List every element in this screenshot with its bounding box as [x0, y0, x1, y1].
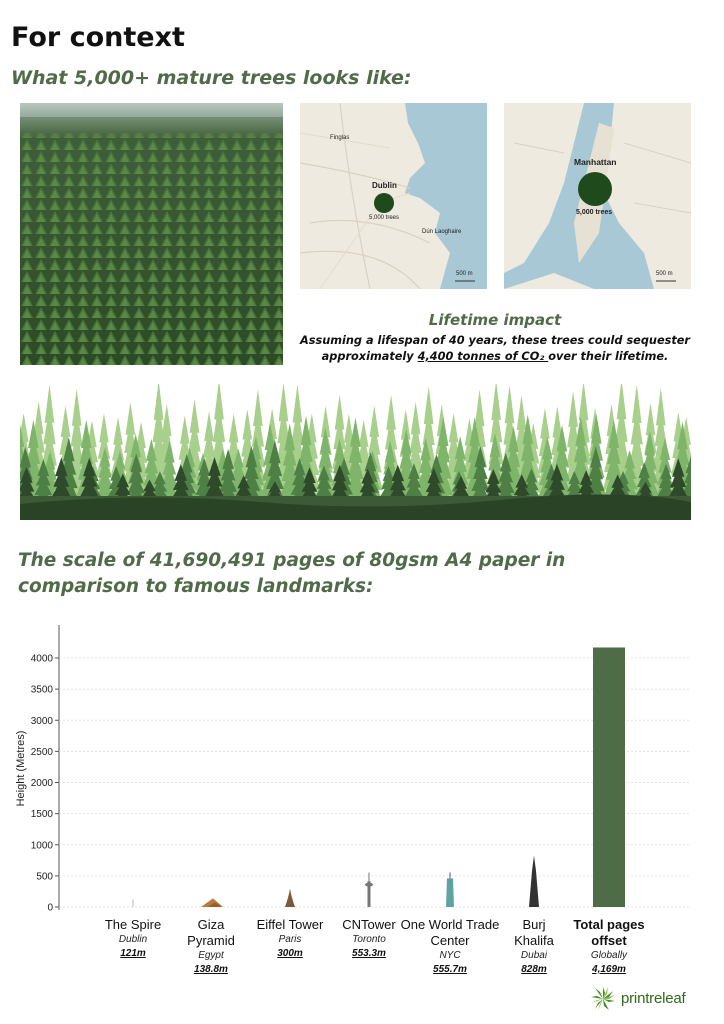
x-category-height: 828m	[521, 964, 547, 975]
x-category-label	[395, 917, 505, 976]
tree-silhouette-banner	[20, 384, 691, 520]
landmark-mark-eiffel-tower-icon	[285, 888, 295, 907]
impact-text-before: Assuming a lifespan of 40 years, these trees could sequester approximately	[300, 334, 690, 363]
landmark-mark-one-world-trade-center-icon	[446, 872, 454, 907]
x-category-location: Toronto	[352, 934, 386, 945]
impact-title: Lifetime impact	[428, 311, 562, 329]
map-city-label: Manhattan	[574, 157, 617, 167]
eiffel-shape	[285, 888, 295, 907]
logo-text: printreleaf	[621, 990, 686, 1007]
cn-tower-shape	[365, 883, 373, 887]
x-category-height: 555.7m	[433, 964, 467, 975]
owtc-shape	[450, 872, 451, 878]
y-tick-label: 3000	[30, 715, 53, 727]
x-category-height: 121m	[120, 948, 146, 959]
landmark-height-chart	[0, 620, 724, 1000]
map-trees-label: 5,000 trees	[369, 215, 400, 221]
y-tick-label: 2000	[30, 778, 53, 789]
x-category-height: 300m	[277, 948, 303, 959]
dublin-map	[300, 103, 487, 289]
owtc-shape	[446, 878, 454, 907]
y-tick-label: 500	[36, 871, 53, 883]
map-scale-label: 500 m	[656, 271, 673, 277]
x-category-location: Egypt	[198, 950, 224, 961]
x-category-label	[78, 917, 188, 960]
landmark-mark-spire-icon	[132, 899, 133, 907]
landmark-mark-pyramid-icon	[201, 898, 223, 907]
forest-aerial-image	[20, 103, 283, 365]
y-tick-label: 3500	[30, 684, 53, 696]
x-category-name: Eiffel Tower	[256, 917, 324, 932]
x-category-location: Dublin	[118, 934, 148, 945]
y-tick-label: 1500	[30, 809, 53, 821]
x-category-name: One World Trade Center	[400, 917, 500, 948]
spire-shape	[132, 899, 133, 907]
x-category-name: Total pages offset	[573, 917, 645, 948]
x-category-height: 4,169m	[592, 964, 626, 975]
x-category-location: Globally	[590, 950, 628, 961]
x-category-name: Giza Pyramid	[187, 917, 235, 948]
cn-tower-shape	[369, 873, 370, 882]
x-category-label	[181, 917, 241, 976]
manhattan-map	[504, 103, 691, 289]
x-category-name: The Spire	[104, 917, 162, 932]
impact-highlight: 4,400 tonnes of CO₂	[417, 350, 549, 363]
y-tick-label: 1000	[30, 840, 53, 852]
map-place-label: Dún Laoghaire	[422, 229, 462, 235]
burj-shape	[529, 855, 539, 907]
impact-text	[300, 333, 690, 365]
y-axis-label: Height (Metres)	[15, 730, 27, 807]
printreleaf-logo	[589, 985, 699, 1015]
landmark-mark-burj-khalifa-icon	[529, 855, 539, 907]
map-scale-label: 500 m	[456, 271, 473, 277]
map-city-label: Dublin	[372, 181, 397, 190]
x-category-location: Dubai	[520, 950, 548, 961]
x-category-name: CNTower	[342, 917, 396, 932]
x-category-height: 553.3m	[352, 948, 386, 959]
landmark-mark-cn-tower-icon	[365, 873, 373, 907]
impact-text-after: over their lifetime.	[548, 350, 669, 363]
x-category-name: Burj Khalifa	[514, 917, 554, 948]
y-tick-label: 2500	[30, 746, 53, 758]
page-title: For context	[11, 22, 185, 53]
x-category-location: NYC	[439, 950, 461, 961]
x-category-location: Paris	[278, 934, 302, 945]
map-place-label: Finglas	[330, 135, 350, 141]
x-category-label	[554, 917, 664, 976]
x-category-height: 138.8m	[194, 964, 228, 975]
trees-subtitle: What 5,000+ mature trees looks like:	[11, 67, 412, 89]
y-tick-label: 4000	[30, 653, 53, 665]
total-pages-bar	[593, 647, 625, 907]
leaf-logo-icon	[589, 985, 617, 1013]
bar-total-pages	[593, 647, 625, 907]
y-tick-label: 0	[47, 902, 53, 914]
landmarks-subtitle: The scale of 41,690,491 pages of 80gsm A4 paper in comparison to famous landmarks:	[18, 550, 566, 597]
map-trees-label: 5,000 trees	[576, 209, 613, 216]
